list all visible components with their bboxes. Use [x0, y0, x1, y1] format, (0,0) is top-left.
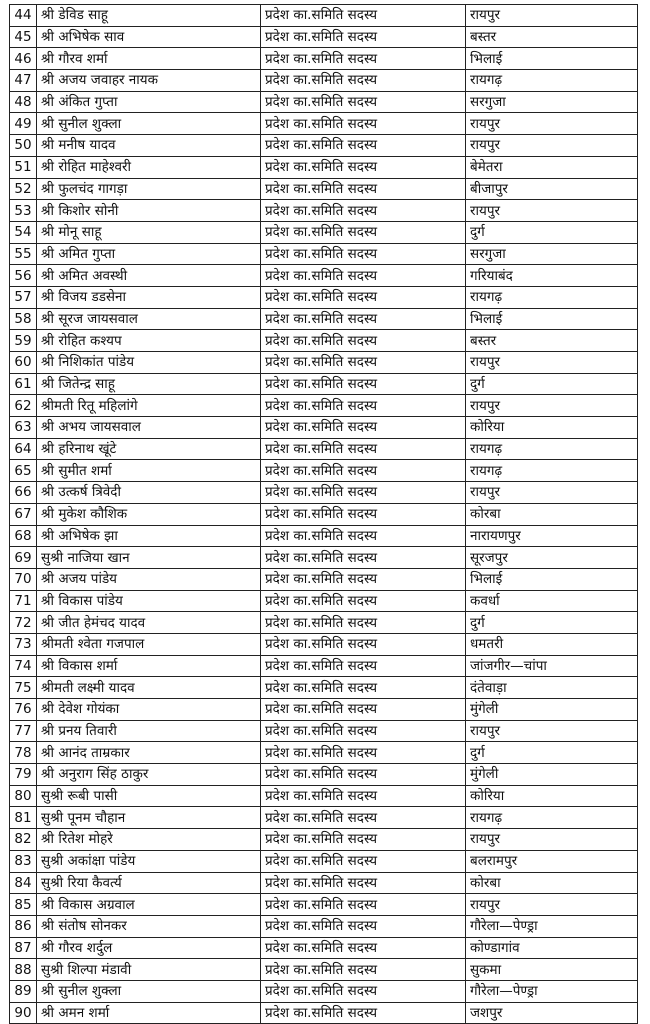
serial-number-cell: 69 — [10, 547, 37, 569]
post-cell: प्रदेश का.समिति सदस्य — [261, 482, 466, 504]
serial-number-cell: 71 — [10, 590, 37, 612]
post-cell: प्रदेश का.समिति सदस्य — [261, 308, 466, 330]
district-cell: रायगढ़ — [466, 286, 638, 308]
serial-number-cell: 76 — [10, 699, 37, 721]
post-cell: प्रदेश का.समिति सदस्य — [261, 265, 466, 287]
district-cell: गौरेला—पेण्ड्रा — [466, 915, 638, 937]
district-cell: रायगढ़ — [466, 70, 638, 92]
district-cell: दुर्ग — [466, 373, 638, 395]
table-row — [10, 807, 638, 829]
member-name-cell: श्री देवेश गोयंका — [37, 699, 261, 721]
member-name-cell: श्री जितेन्द्र साहू — [37, 373, 261, 395]
post-cell: प्रदेश का.समिति सदस्य — [261, 807, 466, 829]
district-cell: बस्तर — [466, 330, 638, 352]
district-cell: दुर्ग — [466, 221, 638, 243]
serial-number-cell: 56 — [10, 265, 37, 287]
post-cell: प्रदेश का.समिति सदस्य — [261, 612, 466, 634]
district-cell: बेमेतरा — [466, 156, 638, 178]
serial-number-cell: 60 — [10, 352, 37, 374]
member-name-cell: श्री रोहित माहेश्वरी — [37, 156, 261, 178]
serial-number-cell: 77 — [10, 720, 37, 742]
post-cell: प्रदेश का.समिति सदस्य — [261, 525, 466, 547]
district-cell: रायपुर — [466, 720, 638, 742]
table-row — [10, 742, 638, 764]
member-name-cell: श्रीमती रितू महिलांगे — [37, 395, 261, 417]
post-cell: प्रदेश का.समिति सदस्य — [261, 178, 466, 200]
post-cell: प्रदेश का.समिति सदस्य — [261, 113, 466, 135]
member-name-cell: श्री अमित अवस्थी — [37, 265, 261, 287]
post-cell: प्रदेश का.समिति सदस्य — [261, 373, 466, 395]
member-name-cell: श्री मुकेश कौशिक — [37, 503, 261, 525]
table-row — [10, 373, 638, 395]
table-row — [10, 915, 638, 937]
serial-number-cell: 54 — [10, 221, 37, 243]
district-cell: कोण्डागांव — [466, 937, 638, 959]
serial-number-cell: 84 — [10, 872, 37, 894]
member-name-cell: सुश्री पूनम चौहान — [37, 807, 261, 829]
post-cell: प्रदेश का.समिति सदस्य — [261, 547, 466, 569]
table-row — [10, 699, 638, 721]
serial-number-cell: 59 — [10, 330, 37, 352]
member-name-cell: श्री रितेश मोहरे — [37, 829, 261, 851]
serial-number-cell: 79 — [10, 764, 37, 786]
serial-number-cell: 67 — [10, 503, 37, 525]
member-name-cell: सुश्री अकांक्षा पांडेय — [37, 850, 261, 872]
member-name-cell: श्री सुनील शुक्ला — [37, 980, 261, 1002]
member-name-cell: श्रीमती श्वेता गजपाल — [37, 633, 261, 655]
district-cell: भिलाई — [466, 308, 638, 330]
table-row — [10, 438, 638, 460]
serial-number-cell: 72 — [10, 612, 37, 634]
post-cell: प्रदेश का.समिति सदस्य — [261, 677, 466, 699]
post-cell: प्रदेश का.समिति सदस्य — [261, 894, 466, 916]
serial-number-cell: 66 — [10, 482, 37, 504]
table-row — [10, 178, 638, 200]
member-name-cell: श्री अंकित गुप्ता — [37, 91, 261, 113]
post-cell: प्रदेश का.समिति सदस्य — [261, 395, 466, 417]
serial-number-cell: 47 — [10, 70, 37, 92]
serial-number-cell: 63 — [10, 417, 37, 439]
serial-number-cell: 52 — [10, 178, 37, 200]
table-row — [10, 720, 638, 742]
district-cell: रायपुर — [466, 894, 638, 916]
serial-number-cell: 61 — [10, 373, 37, 395]
member-name-cell: सुश्री नाजिया खान — [37, 547, 261, 569]
district-cell: रायपुर — [466, 200, 638, 222]
table-row — [10, 503, 638, 525]
district-cell: रायगढ़ — [466, 807, 638, 829]
post-cell: प्रदेश का.समिति सदस्य — [261, 720, 466, 742]
member-name-cell: सुश्री रिया कैवर्त्य — [37, 872, 261, 894]
table-row — [10, 48, 638, 70]
table-row — [10, 460, 638, 482]
member-name-cell: श्री गौरव शर्मा — [37, 48, 261, 70]
member-name-cell: श्री अभिषेक झा — [37, 525, 261, 547]
table-row — [10, 135, 638, 157]
post-cell: प्रदेश का.समिति सदस्य — [261, 568, 466, 590]
district-cell: रायपुर — [466, 395, 638, 417]
table-row — [10, 980, 638, 1002]
serial-number-cell: 46 — [10, 48, 37, 70]
table-row — [10, 655, 638, 677]
table-row — [10, 330, 638, 352]
district-cell: गरियाबंद — [466, 265, 638, 287]
post-cell: प्रदेश का.समिति सदस्य — [261, 91, 466, 113]
member-name-cell: श्री अभिषेक साव — [37, 26, 261, 48]
table-row — [10, 156, 638, 178]
district-cell: रायपुर — [466, 482, 638, 504]
district-cell: धमतरी — [466, 633, 638, 655]
post-cell: प्रदेश का.समिति सदस्य — [261, 503, 466, 525]
serial-number-cell: 53 — [10, 200, 37, 222]
serial-number-cell: 73 — [10, 633, 37, 655]
table-row — [10, 525, 638, 547]
post-cell: प्रदेश का.समिति सदस्य — [261, 872, 466, 894]
post-cell: प्रदेश का.समिति सदस्य — [261, 70, 466, 92]
member-name-cell: श्री निशिकांत पांडेय — [37, 352, 261, 374]
serial-number-cell: 81 — [10, 807, 37, 829]
district-cell: जशपुर — [466, 1002, 638, 1024]
district-cell: सरगुजा — [466, 91, 638, 113]
member-name-cell: श्री विकास अग्रवाल — [37, 894, 261, 916]
table-row — [10, 482, 638, 504]
post-cell: प्रदेश का.समिति सदस्य — [261, 286, 466, 308]
post-cell: प्रदेश का.समिति सदस्य — [261, 590, 466, 612]
district-cell: कोरबा — [466, 872, 638, 894]
district-cell: नारायणपुर — [466, 525, 638, 547]
member-name-cell: श्री विजय डडसेना — [37, 286, 261, 308]
member-name-cell: श्री विकास पांडेय — [37, 590, 261, 612]
district-cell: रायपुर — [466, 113, 638, 135]
post-cell: प्रदेश का.समिति सदस्य — [261, 135, 466, 157]
member-name-cell: श्री प्रनय तिवारी — [37, 720, 261, 742]
serial-number-cell: 82 — [10, 829, 37, 851]
serial-number-cell: 90 — [10, 1002, 37, 1024]
serial-number-cell: 55 — [10, 243, 37, 265]
table-row — [10, 395, 638, 417]
serial-number-cell: 62 — [10, 395, 37, 417]
post-cell: प्रदेश का.समिति सदस्य — [261, 330, 466, 352]
table-row — [10, 417, 638, 439]
district-cell: दुर्ग — [466, 612, 638, 634]
table-row — [10, 612, 638, 634]
district-cell: रायगढ़ — [466, 438, 638, 460]
member-name-cell: श्री अमित गुप्ता — [37, 243, 261, 265]
post-cell: प्रदेश का.समिति सदस्य — [261, 937, 466, 959]
district-cell: जांजगीर—चांपा — [466, 655, 638, 677]
district-cell: सुकमा — [466, 959, 638, 981]
table-row — [10, 200, 638, 222]
serial-number-cell: 86 — [10, 915, 37, 937]
serial-number-cell: 58 — [10, 308, 37, 330]
member-name-cell: श्री आनंद ताम्रकार — [37, 742, 261, 764]
table-row — [10, 26, 638, 48]
post-cell: प्रदेश का.समिति सदस्य — [261, 959, 466, 981]
table-row — [10, 113, 638, 135]
table-row — [10, 1002, 638, 1024]
table-row — [10, 850, 638, 872]
serial-number-cell: 75 — [10, 677, 37, 699]
serial-number-cell: 48 — [10, 91, 37, 113]
member-name-cell: सुश्री शिल्पा मंडावी — [37, 959, 261, 981]
post-cell: प्रदेश का.समिति सदस्य — [261, 655, 466, 677]
member-name-cell: श्री अजय पांडेय — [37, 568, 261, 590]
post-cell: प्रदेश का.समिति सदस्य — [261, 850, 466, 872]
table-row — [10, 829, 638, 851]
member-name-cell: श्री डेविड साहू — [37, 5, 261, 27]
table-row — [10, 764, 638, 786]
post-cell: प्रदेश का.समिति सदस्य — [261, 915, 466, 937]
district-cell: बीजापुर — [466, 178, 638, 200]
serial-number-cell: 50 — [10, 135, 37, 157]
member-name-cell: श्री अजय जवाहर नायक — [37, 70, 261, 92]
district-cell: रायगढ़ — [466, 460, 638, 482]
member-name-cell: श्री उत्कर्ष त्रिवेदी — [37, 482, 261, 504]
member-name-cell: श्री अभय जायसवाल — [37, 417, 261, 439]
member-rows — [10, 5, 638, 1024]
serial-number-cell: 45 — [10, 26, 37, 48]
post-cell: प्रदेश का.समिति सदस्य — [261, 243, 466, 265]
member-name-cell: श्री अमन शर्मा — [37, 1002, 261, 1024]
post-cell: प्रदेश का.समिति सदस्य — [261, 980, 466, 1002]
post-cell: प्रदेश का.समिति सदस्य — [261, 633, 466, 655]
table-row — [10, 937, 638, 959]
serial-number-cell: 85 — [10, 894, 37, 916]
post-cell: प्रदेश का.समिति सदस्य — [261, 417, 466, 439]
serial-number-cell: 74 — [10, 655, 37, 677]
post-cell: प्रदेश का.समिति सदस्य — [261, 200, 466, 222]
member-name-cell: श्रीमती लक्ष्मी यादव — [37, 677, 261, 699]
post-cell: प्रदेश का.समिति सदस्य — [261, 699, 466, 721]
district-cell: बस्तर — [466, 26, 638, 48]
district-cell: भिलाई — [466, 48, 638, 70]
district-cell: भिलाई — [466, 568, 638, 590]
table-row — [10, 243, 638, 265]
post-cell: प्रदेश का.समिति सदस्य — [261, 352, 466, 374]
table-row — [10, 265, 638, 287]
member-name-cell: श्री हरिनाथ खूंटे — [37, 438, 261, 460]
member-name-cell: श्री गौरव शर्दुल — [37, 937, 261, 959]
table-row — [10, 286, 638, 308]
serial-number-cell: 83 — [10, 850, 37, 872]
member-name-cell: श्री किशोर सोनी — [37, 200, 261, 222]
table-row — [10, 568, 638, 590]
post-cell: प्रदेश का.समिति सदस्य — [261, 785, 466, 807]
table-row — [10, 91, 638, 113]
district-cell: मुंगेली — [466, 699, 638, 721]
serial-number-cell: 70 — [10, 568, 37, 590]
district-cell: रायपुर — [466, 5, 638, 27]
district-cell: कोरिया — [466, 417, 638, 439]
table-row — [10, 547, 638, 569]
member-name-cell: श्री मनीष यादव — [37, 135, 261, 157]
serial-number-cell: 87 — [10, 937, 37, 959]
member-name-cell: श्री सुनील शुक्ला — [37, 113, 261, 135]
post-cell: प्रदेश का.समिति सदस्य — [261, 48, 466, 70]
serial-number-cell: 68 — [10, 525, 37, 547]
district-cell: सरगुजा — [466, 243, 638, 265]
serial-number-cell: 89 — [10, 980, 37, 1002]
member-name-cell: सुश्री रूबी पासी — [37, 785, 261, 807]
district-cell: दुर्ग — [466, 742, 638, 764]
serial-number-cell: 78 — [10, 742, 37, 764]
table-row — [10, 785, 638, 807]
district-cell: कवर्धा — [466, 590, 638, 612]
serial-number-cell: 51 — [10, 156, 37, 178]
post-cell: प्रदेश का.समिति सदस्य — [261, 221, 466, 243]
table-row — [10, 959, 638, 981]
district-cell: मुंगेली — [466, 764, 638, 786]
member-name-cell: श्री फुलचंद गागड़ा — [37, 178, 261, 200]
table-row — [10, 633, 638, 655]
serial-number-cell: 80 — [10, 785, 37, 807]
district-cell: गौरेला—पेण्ड्रा — [466, 980, 638, 1002]
post-cell: प्रदेश का.समिति सदस्य — [261, 460, 466, 482]
member-table — [9, 4, 638, 1024]
district-cell: रायपुर — [466, 135, 638, 157]
member-name-cell: श्री सुमीत शर्मा — [37, 460, 261, 482]
post-cell: प्रदेश का.समिति सदस्य — [261, 26, 466, 48]
district-cell: दंतेवाड़ा — [466, 677, 638, 699]
serial-number-cell: 49 — [10, 113, 37, 135]
serial-number-cell: 44 — [10, 5, 37, 27]
table-row — [10, 872, 638, 894]
district-cell: बलरामपुर — [466, 850, 638, 872]
serial-number-cell: 65 — [10, 460, 37, 482]
table-row — [10, 352, 638, 374]
district-cell: सूरजपुर — [466, 547, 638, 569]
post-cell: प्रदेश का.समिति सदस्य — [261, 1002, 466, 1024]
table-row — [10, 590, 638, 612]
serial-number-cell: 88 — [10, 959, 37, 981]
district-cell: रायपुर — [466, 352, 638, 374]
member-name-cell: श्री रोहित कश्यप — [37, 330, 261, 352]
member-name-cell: श्री अनुराग सिंह ठाकुर — [37, 764, 261, 786]
table-row — [10, 221, 638, 243]
district-cell: कोरबा — [466, 503, 638, 525]
member-name-cell: श्री विकास शर्मा — [37, 655, 261, 677]
post-cell: प्रदेश का.समिति सदस्य — [261, 5, 466, 27]
post-cell: प्रदेश का.समिति सदस्य — [261, 438, 466, 460]
table-row — [10, 677, 638, 699]
post-cell: प्रदेश का.समिति सदस्य — [261, 156, 466, 178]
post-cell: प्रदेश का.समिति सदस्य — [261, 742, 466, 764]
serial-number-cell: 64 — [10, 438, 37, 460]
member-name-cell: श्री जीत हेमंचद यादव — [37, 612, 261, 634]
post-cell: प्रदेश का.समिति सदस्य — [261, 829, 466, 851]
member-name-cell: श्री सूरज जायसवाल — [37, 308, 261, 330]
table-row — [10, 70, 638, 92]
district-cell: कोरिया — [466, 785, 638, 807]
serial-number-cell: 57 — [10, 286, 37, 308]
table-row — [10, 894, 638, 916]
district-cell: रायपुर — [466, 829, 638, 851]
member-name-cell: श्री मोनू साहू — [37, 221, 261, 243]
member-name-cell: श्री संतोष सोनकर — [37, 915, 261, 937]
table-row — [10, 308, 638, 330]
post-cell: प्रदेश का.समिति सदस्य — [261, 764, 466, 786]
table-row — [10, 5, 638, 27]
